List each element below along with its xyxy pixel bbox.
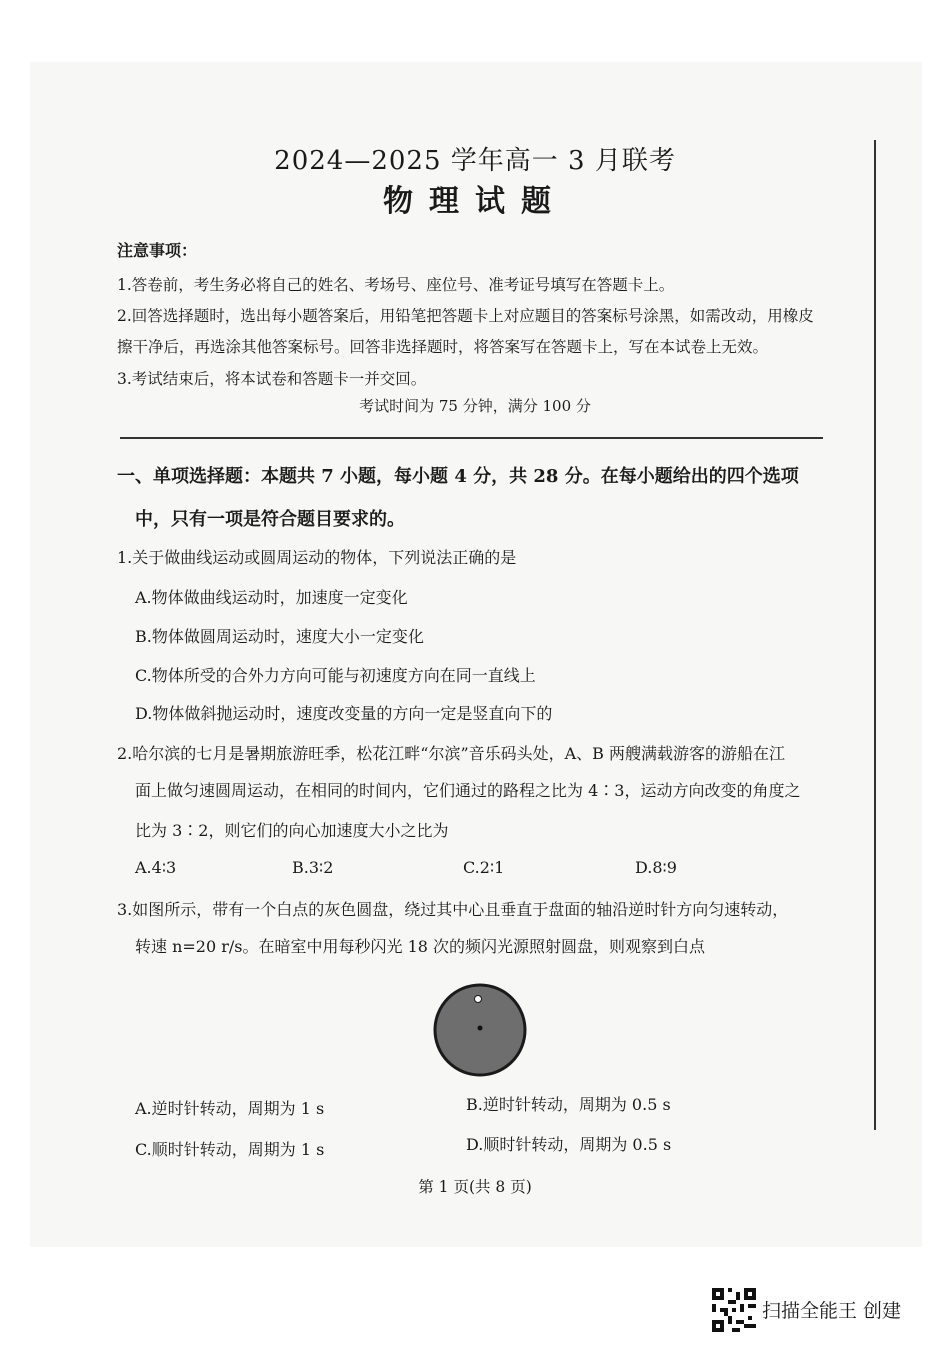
option-a: A.逆时针转动，周期为 1 s: [135, 1099, 325, 1118]
rotating-disc-figure: [432, 982, 528, 1078]
question-stem-cont: 比为 3∶2，则它们的向心加速度大小之比为: [135, 821, 449, 840]
option-c: C.顺时针转动，周期为 1 s: [135, 1140, 325, 1159]
question-stem-cont: 面上做匀速圆周运动，在相同的时间内，它们通过的路程之比为 4∶3，运动方向改变的角度之: [135, 781, 801, 800]
note-line: 1.答卷前，考生务必将自己的姓名、考场号、座位号、准考证号填写在答题卡上。: [117, 276, 675, 294]
option-a: A.物体做曲线运动时，加速度一定变化: [135, 588, 408, 607]
note-line: 2.回答选择题时，选出每小题答案后，用铅笔把答题卡上对应题目的答案标号涂黑，如需改动，用橡皮: [117, 307, 814, 325]
section-heading-cont: 中，只有一项是符合题目要求的。: [135, 509, 405, 530]
option-a: A.4∶3: [135, 858, 177, 877]
exam-subject-title: 物理试题: [383, 184, 567, 219]
question-stem: 2.哈尔滨的七月是暑期旅游旺季，松花江畔“尔滨”音乐码头处，A、B 两艘满载游客的游船在江: [117, 744, 786, 763]
white-dot: [475, 996, 482, 1003]
exam-time-info: 考试时间为 75 分钟，满分 100 分: [359, 397, 591, 415]
scanner-watermark: 扫描全能王 创建: [762, 1300, 902, 1322]
qr-code-icon: [712, 1288, 756, 1332]
option-c: C.2∶1: [463, 858, 505, 877]
margin-line: [874, 140, 876, 1130]
question-stem-cont: 转速 n=20 r/s。在暗室中用每秒闪光 18 次的频闪光源照射圆盘，则观察到白点: [135, 937, 706, 956]
disc-center-axis: [478, 1026, 483, 1031]
option-b: B.3∶2: [292, 858, 334, 877]
option-c: C.物体所受的合外力方向可能与初速度方向在同一直线上: [135, 666, 536, 685]
note-line: 擦干净后，再选涂其他答案标号。回答非选择题时，将答案写在答题卡上，写在本试卷上无效。: [117, 338, 769, 356]
question-stem: 1.关于做曲线运动或圆周运动的物体，下列说法正确的是: [117, 548, 517, 567]
page-number: 第 1 页(共 8 页): [418, 1178, 532, 1196]
option-d: D.物体做斜抛运动时，速度改变量的方向一定是竖直向下的: [135, 704, 553, 723]
exam-title: 2024—2025 学年高一 3 月联考: [274, 146, 676, 176]
question-stem: 3.如图所示，带有一个白点的灰色圆盘，绕过其中心且垂直于盘面的轴沿逆时针方向匀速转动，: [117, 900, 789, 919]
section-heading: 一、单项选择题：本题共 7 小题，每小题 4 分，共 28 分。在每小题给出的四个选项: [117, 466, 799, 487]
divider: [120, 437, 823, 439]
option-d: D.8∶9: [635, 858, 677, 877]
option-b: B.物体做圆周运动时，速度大小一定变化: [135, 627, 424, 646]
option-d: D.顺时针转动，周期为 0.5 s: [466, 1135, 672, 1154]
option-b: B.逆时针转动，周期为 0.5 s: [466, 1095, 671, 1114]
note-line: 3.考试结束后，将本试卷和答题卡一并交回。: [117, 370, 427, 388]
notes-heading: 注意事项：: [117, 241, 198, 260]
disc-diagram: [432, 982, 528, 1078]
